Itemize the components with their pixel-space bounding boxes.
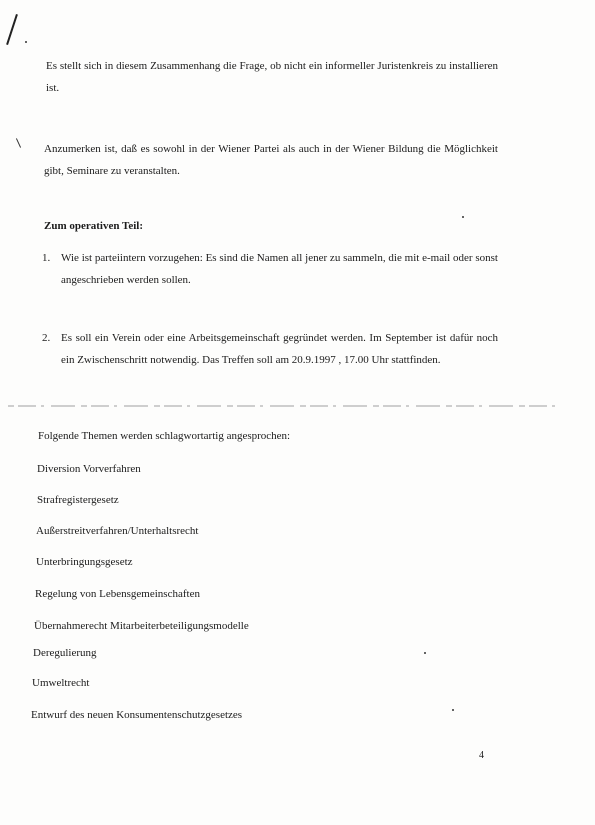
scan-speck-mark — [452, 709, 454, 711]
topic-item: Umweltrecht — [32, 677, 90, 689]
list-item-number: 1. — [42, 252, 51, 264]
topic-item: Entwurf des neuen Konsumentenschutzgesetzes — [31, 709, 243, 721]
page-number: 4 — [479, 750, 484, 761]
topic-item: Übernahmerecht Mitarbeiterbeteiligungsmodelle — [34, 620, 249, 632]
section-heading-operativer-teil: Zum operativen Teil: — [44, 220, 144, 232]
topic-item: Außerstreitverfahren/Unterhaltsrecht — [36, 525, 199, 537]
topic-item: Unterbringungsgesetz — [36, 556, 133, 568]
topic-item: Diversion Vorverfahren — [37, 463, 141, 475]
paragraph-seminare: Anzumerken ist, daß es sowohl in der Wiener Partei als auch in der Wiener Bildung die Möglichkeit gibt, Seminare zu veranstalten. — [44, 143, 498, 177]
handwritten-slash-mark — [6, 14, 18, 45]
scan-speck-mark — [462, 216, 464, 218]
topic-item: Strafregistergesetz — [37, 494, 119, 506]
list-item-text: Wie ist parteiintern vorzugehen: Es sind die Namen all jener zu sammeln, die mit e-mail oder sonst angeschrieben werden sollen. — [61, 252, 498, 286]
handwritten-dot-mark — [25, 41, 27, 43]
list-item-number: 2. — [42, 332, 51, 344]
scan-artifact-line — [8, 404, 560, 408]
topic-item: Deregulierung — [33, 647, 97, 659]
list-item — [42, 327, 498, 371]
topic-item: Regelung von Lebensgemeinschaften — [35, 588, 200, 600]
scan-speck-mark — [424, 652, 426, 654]
list-item — [42, 247, 498, 291]
handwritten-tick-mark — [16, 138, 21, 147]
topics-intro: Folgende Themen werden schlagwortartig angesprochen: — [38, 430, 291, 442]
paragraph-juristenkreis: Es stellt sich in diesem Zusammenhang die Frage, ob nicht ein informeller Juristenkreis zu installieren ist. — [46, 60, 498, 94]
list-item-text: Es soll ein Verein oder eine Arbeitsgemeinschaft gegründet werden. Im September ist dafür noch ein Zwischenschritt notwendig. Das Treffen soll am 20.9.1997 , 17.00 Uhr stattfinden. — [61, 332, 498, 366]
